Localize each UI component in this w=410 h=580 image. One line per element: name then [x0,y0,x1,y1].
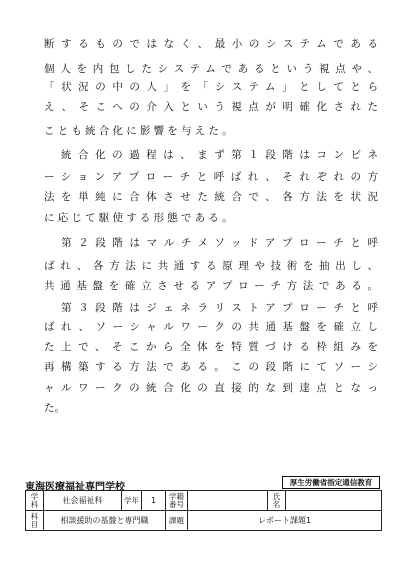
body-line: 統合化の過程は、まず第１段階はコンビネ [44,149,378,161]
department-label: 学科 [26,491,44,511]
approval-badge: 厚生労働省指定通信教育 [282,476,380,489]
school-name: 東海医療福祉専門学校 [25,482,125,493]
body-line: ャルワークの統合化の直接的な到達点となっ [44,382,378,394]
body-line: 断するものではなく、最小のシステムである [44,38,378,50]
body-line: た。 [44,402,65,414]
body-line: ーションアプローチと呼ばれ、それぞれの方 [44,171,378,183]
body-line: ばれ、ソーシャルワークの共通基盤を確立し [44,321,378,333]
year-value: 1 [142,491,166,511]
form-row-student [26,491,382,511]
body-line: 「状況の中の人」を「システム」としてとら [44,81,378,93]
body-line: た上で、そこから全体を特質づける枠組みを [44,341,378,353]
body-line: 共通基盤を確立させるアプローチ方法である。 [44,280,378,292]
name-label: 氏名 [268,491,286,511]
assignment-label: 課題 [166,511,188,531]
body-line: ばれ、各方法に共通する原理や技術を抽出し、 [44,260,378,272]
form-row-subject [26,511,382,531]
body-line: 個人を内包したシステムであるという視点や、 [44,63,378,75]
body-line: 法を単純に合体させた統合で、各方法を状況 [44,191,378,203]
student-id-label: 学籍番号 [166,491,188,511]
report-header-form [25,490,382,531]
subject-value: 相談援助の基盤と専門職 [44,511,166,531]
body-line: え、そこへの介入という視点が明確化された [44,101,378,113]
department-value: 社会福祉科 [44,491,122,511]
assignment-value: レポート課題1 [188,511,382,531]
year-label: 学年 [122,491,142,511]
subject-label: 科目 [26,511,44,531]
name-value [286,491,382,511]
body-line: 第２段階はマルチメソッドアプローチと呼 [44,237,378,249]
body-line: 再構築する方法である。この段階にてソーシ [44,361,378,373]
student-id-value [188,491,268,511]
body-line: 第３段階はジェネラリストアプローチと呼 [44,302,378,314]
body-line: に応じて駆使する形態である。 [44,212,236,224]
body-line: ことも統合化に影響を与えた。 [44,125,236,137]
